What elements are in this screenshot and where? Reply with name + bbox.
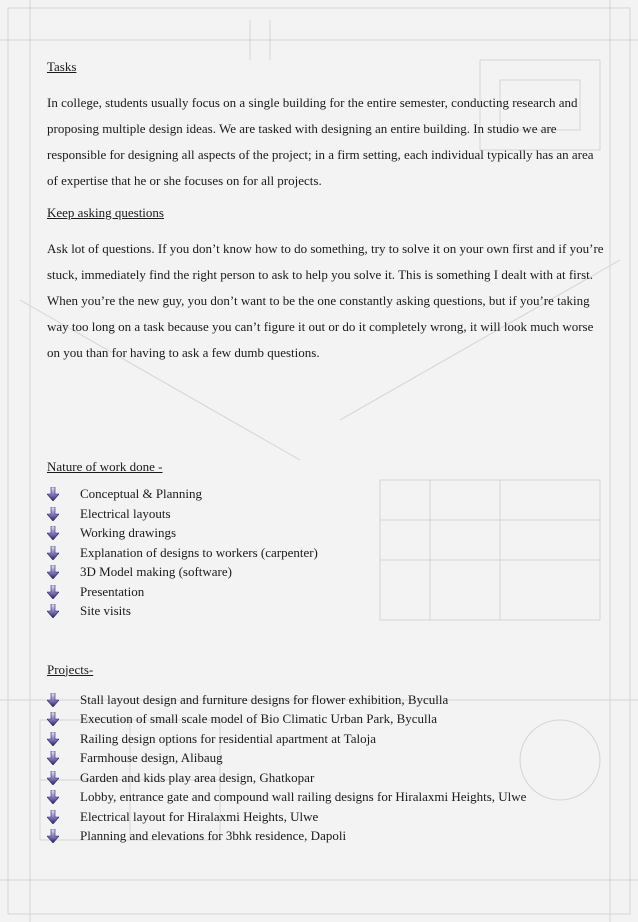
work-list <box>47 484 607 621</box>
down-arrow-icon <box>47 604 59 618</box>
list-item-text: Planning and elevations for 3bhk residence, Dapoli <box>80 828 347 843</box>
list-item <box>47 523 607 543</box>
down-arrow-icon <box>47 751 59 765</box>
list-item <box>47 768 607 788</box>
list-item <box>47 729 607 749</box>
list-item-text: Explanation of designs to workers (carpenter) <box>80 544 318 560</box>
down-arrow-icon <box>47 585 59 599</box>
list-item-text: Working drawings <box>80 525 177 540</box>
down-arrow-icon <box>47 712 59 726</box>
list-item-text: Presentation <box>80 583 145 599</box>
document-body <box>47 58 607 846</box>
list-item-text: Garden and kids play area design, Ghatkopar <box>80 769 315 785</box>
list-item-text: Railing design options for residential apartment at Taloja <box>80 730 376 746</box>
list-item-text: 3D Model making (software) <box>80 564 232 579</box>
down-arrow-icon <box>47 565 59 579</box>
work-heading: Nature of work done - <box>47 459 163 474</box>
down-arrow-icon <box>47 810 59 824</box>
list-item <box>47 601 607 621</box>
list-item <box>47 543 607 563</box>
down-arrow-icon <box>47 829 59 843</box>
down-arrow-icon <box>47 732 59 746</box>
list-item-text: Site visits <box>80 603 131 618</box>
down-arrow-icon <box>47 507 59 521</box>
list-item <box>47 484 607 504</box>
tasks-paragraph: In college, students usually focus on a single building for the entire semester, conducting research and proposing multiple design ideas. We are tasked with designing an entire building. In studio we are responsible for designing all aspects of the project; in a firm setting, each individual typically has an area of expertise that he or she focuses on for all projects. <box>47 95 594 188</box>
down-arrow-icon <box>47 487 59 501</box>
list-item <box>47 748 607 768</box>
list-item-text: Electrical layouts <box>80 505 171 521</box>
list-item <box>47 504 607 524</box>
list-item <box>47 787 607 807</box>
down-arrow-icon <box>47 693 59 707</box>
list-item-text: Stall layout design and furniture designs for flower exhibition, Byculla <box>80 691 449 707</box>
list-item <box>47 690 607 710</box>
questions-heading: Keep asking questions <box>47 205 164 220</box>
tasks-heading: Tasks <box>47 59 77 74</box>
list-item <box>47 582 607 602</box>
questions-paragraph: Ask lot of questions. If you don’t know how to do something, try to solve it on your own first and if you’re stuck, immediately find the right person to ask to help you solve it. This is something I dealt with at first. When you’re the new guy, you don’t want to be the one constantly asking questions, but if you’re taking way too long on a task because you can’t figure it out or do it completely wrong, it will look much worse on you than for having to ask a few dumb questions. <box>47 241 604 360</box>
list-item-text: Execution of small scale model of Bio Climatic Urban Park, Byculla <box>80 711 438 726</box>
list-item <box>47 807 607 827</box>
list-item <box>47 562 607 582</box>
down-arrow-icon <box>47 546 59 560</box>
list-item <box>47 826 607 846</box>
list-item <box>47 709 607 729</box>
list-item-text: Conceptual & Planning <box>80 486 203 501</box>
down-arrow-icon <box>47 771 59 785</box>
list-item-text: Electrical layout for Hiralaxmi Heights, Ulwe <box>80 808 319 824</box>
down-arrow-icon <box>47 526 59 540</box>
list-item-text: Lobby, entrance gate and compound wall railing designs for Hiralaxmi Heights, Ulwe <box>80 789 527 804</box>
projects-heading: Projects- <box>47 661 94 677</box>
list-item-text: Farmhouse design, Alibaug <box>80 750 223 765</box>
down-arrow-icon <box>47 790 59 804</box>
projects-list <box>47 690 607 846</box>
